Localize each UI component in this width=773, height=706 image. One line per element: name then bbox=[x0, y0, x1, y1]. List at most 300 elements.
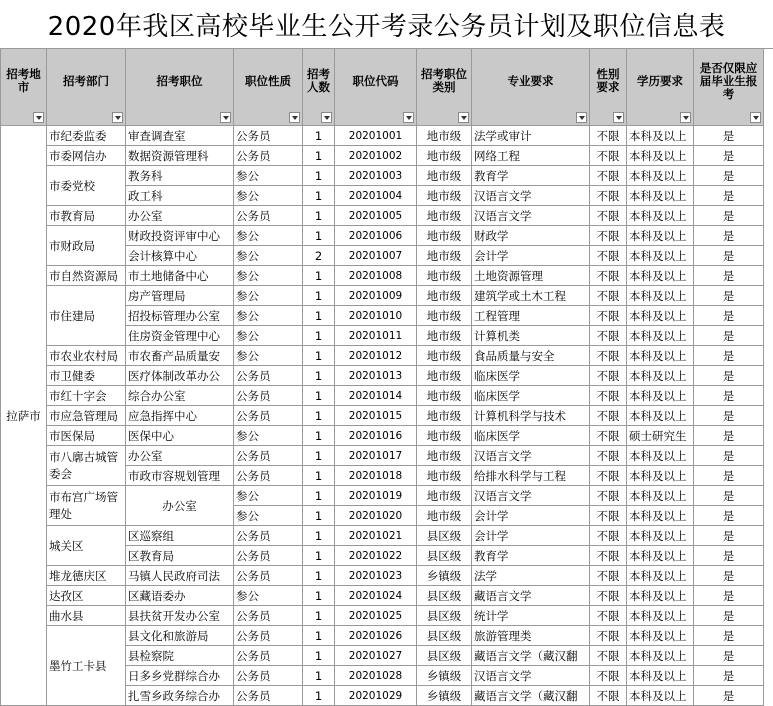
major-cell[interactable]: 教育学 bbox=[472, 166, 590, 186]
code-cell[interactable]: 20201005 bbox=[335, 206, 417, 226]
education-cell[interactable]: 本科及以上 bbox=[627, 546, 694, 566]
header-education-label: 学历要求 bbox=[637, 73, 683, 88]
nature-cell[interactable]: 参公 bbox=[234, 486, 303, 506]
fresh-cell[interactable]: 是 bbox=[694, 406, 764, 426]
code-cell[interactable]: 20201021 bbox=[335, 526, 417, 546]
gender-cell[interactable]: 不限 bbox=[590, 166, 627, 186]
nature-cell[interactable]: 公务员 bbox=[234, 466, 303, 486]
filter-dropdown-icon[interactable] bbox=[321, 112, 332, 123]
gender-cell[interactable]: 不限 bbox=[590, 686, 627, 706]
code-cell[interactable]: 20201023 bbox=[335, 566, 417, 586]
category-cell[interactable]: 县区级 bbox=[417, 606, 472, 626]
code-cell[interactable]: 20201012 bbox=[335, 346, 417, 366]
count-cell[interactable]: 1 bbox=[303, 666, 335, 686]
code-cell[interactable]: 20201014 bbox=[335, 386, 417, 406]
fresh-cell[interactable]: 是 bbox=[694, 186, 764, 206]
nature-cell[interactable]: 公务员 bbox=[234, 666, 303, 686]
major-cell[interactable]: 汉语言文学 bbox=[472, 206, 590, 226]
category-cell[interactable]: 乡镇级 bbox=[417, 686, 472, 706]
gender-cell[interactable]: 不限 bbox=[590, 326, 627, 346]
category-cell[interactable]: 地市级 bbox=[417, 206, 472, 226]
fresh-cell[interactable]: 是 bbox=[694, 386, 764, 406]
category-cell[interactable]: 地市级 bbox=[417, 426, 472, 446]
count-cell[interactable]: 1 bbox=[303, 146, 335, 166]
major-cell[interactable]: 旅游管理类 bbox=[472, 626, 590, 646]
fresh-cell[interactable]: 是 bbox=[694, 666, 764, 686]
gender-cell[interactable]: 不限 bbox=[590, 186, 627, 206]
gender-cell[interactable]: 不限 bbox=[590, 306, 627, 326]
position-cell[interactable]: 医疗体制改革办公 bbox=[126, 366, 234, 386]
count-cell[interactable]: 1 bbox=[303, 186, 335, 206]
position-cell[interactable]: 综合办公室 bbox=[126, 386, 234, 406]
nature-cell[interactable]: 公务员 bbox=[234, 686, 303, 706]
filter-dropdown-icon[interactable] bbox=[680, 112, 691, 123]
fresh-cell[interactable]: 是 bbox=[694, 226, 764, 246]
gender-cell[interactable]: 不限 bbox=[590, 506, 627, 526]
code-cell[interactable]: 20201003 bbox=[335, 166, 417, 186]
category-cell[interactable]: 地市级 bbox=[417, 466, 472, 486]
major-cell[interactable]: 临床医学 bbox=[472, 366, 590, 386]
category-cell[interactable]: 地市级 bbox=[417, 146, 472, 166]
position-cell[interactable]: 会计核算中心 bbox=[126, 246, 234, 266]
count-cell[interactable]: 1 bbox=[303, 646, 335, 666]
position-cell[interactable]: 县文化和旅游局 bbox=[126, 626, 234, 646]
category-cell[interactable]: 地市级 bbox=[417, 186, 472, 206]
education-cell[interactable]: 本科及以上 bbox=[627, 286, 694, 306]
position-cell[interactable]: 医保中心 bbox=[126, 426, 234, 446]
fresh-cell[interactable]: 是 bbox=[694, 346, 764, 366]
count-cell[interactable]: 1 bbox=[303, 586, 335, 606]
major-cell[interactable]: 网络工程 bbox=[472, 146, 590, 166]
code-cell[interactable]: 20201006 bbox=[335, 226, 417, 246]
position-cell[interactable]: 市政市容规划管理 bbox=[126, 466, 234, 486]
nature-cell[interactable]: 参公 bbox=[234, 246, 303, 266]
code-cell[interactable]: 20201002 bbox=[335, 146, 417, 166]
count-cell[interactable]: 1 bbox=[303, 126, 335, 146]
count-cell[interactable]: 1 bbox=[303, 166, 335, 186]
nature-cell[interactable]: 公务员 bbox=[234, 146, 303, 166]
position-cell[interactable]: 县扶贫开发办公室 bbox=[126, 606, 234, 626]
fresh-cell[interactable]: 是 bbox=[694, 606, 764, 626]
nature-cell[interactable]: 参公 bbox=[234, 586, 303, 606]
filter-dropdown-icon[interactable] bbox=[576, 112, 587, 123]
position-cell[interactable]: 办公室 bbox=[126, 206, 234, 226]
fresh-cell[interactable]: 是 bbox=[694, 426, 764, 446]
gender-cell[interactable]: 不限 bbox=[590, 586, 627, 606]
position-cell[interactable]: 教务科 bbox=[126, 166, 234, 186]
fresh-cell[interactable]: 是 bbox=[694, 506, 764, 526]
filter-dropdown-icon[interactable] bbox=[33, 112, 44, 123]
gender-cell[interactable]: 不限 bbox=[590, 366, 627, 386]
gender-cell[interactable]: 不限 bbox=[590, 126, 627, 146]
dept-cell[interactable]: 市医保局 bbox=[47, 426, 126, 446]
category-cell[interactable]: 地市级 bbox=[417, 506, 472, 526]
gender-cell[interactable]: 不限 bbox=[590, 666, 627, 686]
major-cell[interactable]: 法学或审计 bbox=[472, 126, 590, 146]
gender-cell[interactable]: 不限 bbox=[590, 386, 627, 406]
category-cell[interactable]: 地市级 bbox=[417, 286, 472, 306]
major-cell[interactable]: 藏语言文学（藏汉翻 bbox=[472, 646, 590, 666]
fresh-cell[interactable]: 是 bbox=[694, 686, 764, 706]
education-cell[interactable]: 本科及以上 bbox=[627, 666, 694, 686]
major-cell[interactable]: 给排水科学与工程 bbox=[472, 466, 590, 486]
gender-cell[interactable]: 不限 bbox=[590, 226, 627, 246]
nature-cell[interactable]: 公务员 bbox=[234, 626, 303, 646]
dept-cell[interactable]: 市教育局 bbox=[47, 206, 126, 226]
code-cell[interactable]: 20201011 bbox=[335, 326, 417, 346]
count-cell[interactable]: 1 bbox=[303, 306, 335, 326]
nature-cell[interactable]: 参公 bbox=[234, 426, 303, 446]
major-cell[interactable]: 藏语言文学（藏汉翻 bbox=[472, 686, 590, 706]
gender-cell[interactable]: 不限 bbox=[590, 246, 627, 266]
count-cell[interactable]: 1 bbox=[303, 526, 335, 546]
count-cell[interactable]: 1 bbox=[303, 406, 335, 426]
position-cell[interactable]: 房产管理局 bbox=[126, 286, 234, 306]
gender-cell[interactable]: 不限 bbox=[590, 606, 627, 626]
fresh-cell[interactable]: 是 bbox=[694, 306, 764, 326]
count-cell[interactable]: 1 bbox=[303, 606, 335, 626]
major-cell[interactable]: 教育学 bbox=[472, 546, 590, 566]
nature-cell[interactable]: 参公 bbox=[234, 346, 303, 366]
sheet-title: 2020年我区高校毕业生公开考录公务员计划及职位信息表 bbox=[0, 0, 773, 49]
dept-cell[interactable]: 市住建局 bbox=[47, 286, 126, 346]
nature-cell[interactable]: 公务员 bbox=[234, 446, 303, 466]
count-cell[interactable]: 1 bbox=[303, 466, 335, 486]
filter-dropdown-icon[interactable] bbox=[613, 112, 624, 123]
category-cell[interactable]: 地市级 bbox=[417, 346, 472, 366]
dept-cell[interactable]: 市委党校 bbox=[47, 166, 126, 206]
position-cell[interactable]: 办公室 bbox=[126, 446, 234, 466]
dept-cell[interactable]: 堆龙德庆区 bbox=[47, 566, 126, 586]
major-cell[interactable]: 藏语言文学 bbox=[472, 586, 590, 606]
category-cell[interactable]: 县区级 bbox=[417, 526, 472, 546]
category-cell[interactable]: 县区级 bbox=[417, 586, 472, 606]
education-cell[interactable]: 本科及以上 bbox=[627, 126, 694, 146]
count-cell[interactable]: 1 bbox=[303, 626, 335, 646]
code-cell[interactable]: 20201013 bbox=[335, 366, 417, 386]
position-cell[interactable]: 扎雪乡政务综合办 bbox=[126, 686, 234, 706]
count-cell[interactable]: 2 bbox=[303, 246, 335, 266]
category-cell[interactable]: 地市级 bbox=[417, 366, 472, 386]
major-cell[interactable]: 会计学 bbox=[472, 246, 590, 266]
education-cell[interactable]: 本科及以上 bbox=[627, 486, 694, 506]
fresh-cell[interactable]: 是 bbox=[694, 446, 764, 466]
dept-cell[interactable]: 市纪委监委 bbox=[47, 126, 126, 146]
code-cell[interactable]: 20201024 bbox=[335, 586, 417, 606]
fresh-cell[interactable]: 是 bbox=[694, 566, 764, 586]
dept-cell[interactable]: 市财政局 bbox=[47, 226, 126, 266]
major-cell[interactable]: 会计学 bbox=[472, 526, 590, 546]
gender-cell[interactable]: 不限 bbox=[590, 566, 627, 586]
dept-cell[interactable]: 城关区 bbox=[47, 526, 126, 566]
count-cell[interactable]: 1 bbox=[303, 346, 335, 366]
gender-cell[interactable]: 不限 bbox=[590, 206, 627, 226]
education-cell[interactable]: 本科及以上 bbox=[627, 326, 694, 346]
category-cell[interactable]: 地市级 bbox=[417, 486, 472, 506]
dept-cell[interactable]: 市应急管理局 bbox=[47, 406, 126, 426]
nature-cell[interactable]: 公务员 bbox=[234, 546, 303, 566]
filter-dropdown-icon[interactable] bbox=[220, 112, 231, 123]
category-cell[interactable]: 地市级 bbox=[417, 226, 472, 246]
position-cell[interactable]: 办公室 bbox=[126, 486, 234, 526]
major-cell[interactable]: 土地资源管理 bbox=[472, 266, 590, 286]
position-cell[interactable]: 招投标管理办公室 bbox=[126, 306, 234, 326]
major-cell[interactable]: 建筑学或土木工程 bbox=[472, 286, 590, 306]
filter-dropdown-icon[interactable] bbox=[112, 112, 123, 123]
education-cell[interactable]: 本科及以上 bbox=[627, 646, 694, 666]
gender-cell[interactable]: 不限 bbox=[590, 546, 627, 566]
gender-cell[interactable]: 不限 bbox=[590, 446, 627, 466]
category-cell[interactable]: 地市级 bbox=[417, 126, 472, 146]
code-cell[interactable]: 20201009 bbox=[335, 286, 417, 306]
count-cell[interactable]: 1 bbox=[303, 326, 335, 346]
dept-cell[interactable]: 市布宫广场管理处 bbox=[47, 486, 126, 526]
major-cell[interactable]: 汉语言文学 bbox=[472, 666, 590, 686]
table-row bbox=[1, 126, 764, 146]
nature-cell[interactable]: 公务员 bbox=[234, 406, 303, 426]
position-cell[interactable]: 区教育局 bbox=[126, 546, 234, 566]
position-cell[interactable]: 马镇人民政府司法 bbox=[126, 566, 234, 586]
count-cell[interactable]: 1 bbox=[303, 226, 335, 246]
category-cell[interactable]: 地市级 bbox=[417, 386, 472, 406]
nature-cell[interactable]: 公务员 bbox=[234, 606, 303, 626]
nature-cell[interactable]: 参公 bbox=[234, 266, 303, 286]
gender-cell[interactable]: 不限 bbox=[590, 346, 627, 366]
nature-cell[interactable]: 参公 bbox=[234, 186, 303, 206]
education-cell[interactable]: 本科及以上 bbox=[627, 626, 694, 646]
major-cell[interactable]: 法学 bbox=[472, 566, 590, 586]
count-cell[interactable]: 1 bbox=[303, 486, 335, 506]
major-cell[interactable]: 汉语言文学 bbox=[472, 486, 590, 506]
category-cell[interactable]: 地市级 bbox=[417, 326, 472, 346]
nature-cell[interactable]: 参公 bbox=[234, 326, 303, 346]
education-cell[interactable]: 本科及以上 bbox=[627, 266, 694, 286]
fresh-cell[interactable]: 是 bbox=[694, 646, 764, 666]
gender-cell[interactable]: 不限 bbox=[590, 646, 627, 666]
dept-cell[interactable]: 达孜区 bbox=[47, 586, 126, 606]
major-cell[interactable]: 计算机类 bbox=[472, 326, 590, 346]
education-cell[interactable]: 本科及以上 bbox=[627, 606, 694, 626]
header-education bbox=[627, 49, 694, 126]
nature-cell[interactable]: 公务员 bbox=[234, 386, 303, 406]
fresh-cell[interactable]: 是 bbox=[694, 146, 764, 166]
position-cell[interactable]: 区藏语委办 bbox=[126, 586, 234, 606]
nature-cell[interactable]: 参公 bbox=[234, 166, 303, 186]
education-cell[interactable]: 本科及以上 bbox=[627, 586, 694, 606]
position-cell[interactable]: 数据资源管理科 bbox=[126, 146, 234, 166]
code-cell[interactable]: 20201029 bbox=[335, 686, 417, 706]
fresh-cell[interactable]: 是 bbox=[694, 266, 764, 286]
count-cell[interactable]: 1 bbox=[303, 546, 335, 566]
fresh-cell[interactable]: 是 bbox=[694, 126, 764, 146]
education-cell[interactable]: 本科及以上 bbox=[627, 406, 694, 426]
category-cell[interactable]: 县区级 bbox=[417, 546, 472, 566]
major-cell[interactable]: 食品质量与安全 bbox=[472, 346, 590, 366]
dept-cell[interactable]: 市农业农村局 bbox=[47, 346, 126, 366]
major-cell[interactable]: 计算机科学与技术 bbox=[472, 406, 590, 426]
fresh-cell[interactable]: 是 bbox=[694, 486, 764, 506]
count-cell[interactable]: 1 bbox=[303, 206, 335, 226]
nature-cell[interactable]: 公务员 bbox=[234, 366, 303, 386]
code-cell[interactable]: 20201022 bbox=[335, 546, 417, 566]
gender-cell[interactable]: 不限 bbox=[590, 526, 627, 546]
major-cell[interactable]: 统计学 bbox=[472, 606, 590, 626]
position-cell[interactable]: 财政投资评审中心 bbox=[126, 226, 234, 246]
dept-cell[interactable]: 市八廓古城管委会 bbox=[47, 446, 126, 486]
education-cell[interactable]: 本科及以上 bbox=[627, 306, 694, 326]
code-cell[interactable]: 20201028 bbox=[335, 666, 417, 686]
dept-cell[interactable]: 市委网信办 bbox=[47, 146, 126, 166]
table-row bbox=[1, 226, 764, 246]
gender-cell[interactable]: 不限 bbox=[590, 266, 627, 286]
filter-dropdown-icon[interactable] bbox=[750, 112, 761, 123]
education-cell[interactable]: 硕士研究生 bbox=[627, 426, 694, 446]
education-cell[interactable]: 本科及以上 bbox=[627, 366, 694, 386]
fresh-cell[interactable]: 是 bbox=[694, 206, 764, 226]
header-code bbox=[335, 49, 417, 126]
fresh-cell[interactable]: 是 bbox=[694, 246, 764, 266]
nature-cell[interactable]: 参公 bbox=[234, 226, 303, 246]
gender-cell[interactable]: 不限 bbox=[590, 146, 627, 166]
education-cell[interactable]: 本科及以上 bbox=[627, 246, 694, 266]
major-cell[interactable]: 汉语言文学 bbox=[472, 446, 590, 466]
code-cell[interactable]: 20201019 bbox=[335, 486, 417, 506]
fresh-cell[interactable]: 是 bbox=[694, 626, 764, 646]
code-cell[interactable]: 20201001 bbox=[335, 126, 417, 146]
nature-cell[interactable]: 参公 bbox=[234, 306, 303, 326]
count-cell[interactable]: 1 bbox=[303, 386, 335, 406]
education-cell[interactable]: 本科及以上 bbox=[627, 346, 694, 366]
code-cell[interactable]: 20201007 bbox=[335, 246, 417, 266]
major-cell[interactable]: 工程管理 bbox=[472, 306, 590, 326]
code-cell[interactable]: 20201016 bbox=[335, 426, 417, 446]
gender-cell[interactable]: 不限 bbox=[590, 286, 627, 306]
count-cell[interactable]: 1 bbox=[303, 286, 335, 306]
count-cell[interactable]: 1 bbox=[303, 686, 335, 706]
count-cell[interactable]: 1 bbox=[303, 506, 335, 526]
code-cell[interactable]: 20201018 bbox=[335, 466, 417, 486]
category-cell[interactable]: 地市级 bbox=[417, 266, 472, 286]
table-row bbox=[1, 386, 764, 406]
major-cell[interactable]: 临床医学 bbox=[472, 426, 590, 446]
education-cell[interactable]: 本科及以上 bbox=[627, 686, 694, 706]
header-category bbox=[417, 49, 472, 126]
fresh-cell[interactable]: 是 bbox=[694, 526, 764, 546]
education-cell[interactable]: 本科及以上 bbox=[627, 386, 694, 406]
fresh-cell[interactable]: 是 bbox=[694, 366, 764, 386]
category-cell[interactable]: 地市级 bbox=[417, 446, 472, 466]
category-cell[interactable]: 地市级 bbox=[417, 246, 472, 266]
position-cell[interactable]: 日多乡党群综合办 bbox=[126, 666, 234, 686]
fresh-cell[interactable]: 是 bbox=[694, 326, 764, 346]
count-cell[interactable]: 1 bbox=[303, 266, 335, 286]
nature-cell[interactable]: 公务员 bbox=[234, 526, 303, 546]
gender-cell[interactable]: 不限 bbox=[590, 486, 627, 506]
header-gender bbox=[590, 49, 627, 126]
code-cell[interactable]: 20201025 bbox=[335, 606, 417, 626]
count-cell[interactable]: 1 bbox=[303, 426, 335, 446]
category-cell[interactable]: 地市级 bbox=[417, 166, 472, 186]
nature-cell[interactable]: 参公 bbox=[234, 506, 303, 526]
count-cell[interactable]: 1 bbox=[303, 566, 335, 586]
category-cell[interactable]: 乡镇级 bbox=[417, 566, 472, 586]
gender-cell[interactable]: 不限 bbox=[590, 626, 627, 646]
gender-cell[interactable]: 不限 bbox=[590, 466, 627, 486]
education-cell[interactable]: 本科及以上 bbox=[627, 566, 694, 586]
position-cell[interactable]: 市土地储备中心 bbox=[126, 266, 234, 286]
code-cell[interactable]: 20201004 bbox=[335, 186, 417, 206]
city-cell[interactable]: 拉萨市 bbox=[1, 126, 47, 706]
filter-dropdown-icon[interactable] bbox=[458, 112, 469, 123]
code-cell[interactable]: 20201017 bbox=[335, 446, 417, 466]
fresh-cell[interactable]: 是 bbox=[694, 546, 764, 566]
education-cell[interactable]: 本科及以上 bbox=[627, 446, 694, 466]
code-cell[interactable]: 20201010 bbox=[335, 306, 417, 326]
count-cell[interactable]: 1 bbox=[303, 446, 335, 466]
code-cell[interactable]: 20201027 bbox=[335, 646, 417, 666]
filter-dropdown-icon[interactable] bbox=[403, 112, 414, 123]
category-cell[interactable]: 县区级 bbox=[417, 646, 472, 666]
category-cell[interactable]: 县区级 bbox=[417, 626, 472, 646]
nature-cell[interactable]: 公务员 bbox=[234, 566, 303, 586]
education-cell[interactable]: 本科及以上 bbox=[627, 526, 694, 546]
position-cell[interactable]: 县检察院 bbox=[126, 646, 234, 666]
filter-dropdown-icon[interactable] bbox=[289, 112, 300, 123]
education-cell[interactable]: 本科及以上 bbox=[627, 186, 694, 206]
dept-cell[interactable]: 市红十字会 bbox=[47, 386, 126, 406]
major-cell[interactable]: 汉语言文学 bbox=[472, 186, 590, 206]
category-cell[interactable]: 地市级 bbox=[417, 306, 472, 326]
dept-cell[interactable]: 市卫健委 bbox=[47, 366, 126, 386]
position-cell[interactable]: 市农畜产品质量安 bbox=[126, 346, 234, 366]
education-cell[interactable]: 本科及以上 bbox=[627, 506, 694, 526]
major-cell[interactable]: 临床医学 bbox=[472, 386, 590, 406]
position-cell[interactable]: 区巡察组 bbox=[126, 526, 234, 546]
category-cell[interactable]: 地市级 bbox=[417, 406, 472, 426]
code-cell[interactable]: 20201020 bbox=[335, 506, 417, 526]
code-cell[interactable]: 20201008 bbox=[335, 266, 417, 286]
dept-cell[interactable]: 曲水县 bbox=[47, 606, 126, 626]
education-cell[interactable]: 本科及以上 bbox=[627, 166, 694, 186]
fresh-cell[interactable]: 是 bbox=[694, 466, 764, 486]
gender-cell[interactable]: 不限 bbox=[590, 406, 627, 426]
fresh-cell[interactable]: 是 bbox=[694, 166, 764, 186]
fresh-cell[interactable]: 是 bbox=[694, 286, 764, 306]
major-cell[interactable]: 会计学 bbox=[472, 506, 590, 526]
major-cell[interactable]: 财政学 bbox=[472, 226, 590, 246]
dept-cell[interactable]: 墨竹工卡县 bbox=[47, 626, 126, 706]
fresh-cell[interactable]: 是 bbox=[694, 586, 764, 606]
category-cell[interactable]: 乡镇级 bbox=[417, 666, 472, 686]
nature-cell[interactable]: 参公 bbox=[234, 286, 303, 306]
code-cell[interactable]: 20201015 bbox=[335, 406, 417, 426]
gender-cell[interactable]: 不限 bbox=[590, 426, 627, 446]
education-cell[interactable]: 本科及以上 bbox=[627, 206, 694, 226]
position-cell[interactable]: 应急指挥中心 bbox=[126, 406, 234, 426]
education-cell[interactable]: 本科及以上 bbox=[627, 466, 694, 486]
nature-cell[interactable]: 公务员 bbox=[234, 126, 303, 146]
position-cell[interactable]: 政工科 bbox=[126, 186, 234, 206]
education-cell[interactable]: 本科及以上 bbox=[627, 226, 694, 246]
nature-cell[interactable]: 公务员 bbox=[234, 206, 303, 226]
dept-cell[interactable]: 市自然资源局 bbox=[47, 266, 126, 286]
education-cell[interactable]: 本科及以上 bbox=[627, 146, 694, 166]
position-cell[interactable]: 住房资金管理中心 bbox=[126, 326, 234, 346]
nature-cell[interactable]: 公务员 bbox=[234, 646, 303, 666]
count-cell[interactable]: 1 bbox=[303, 366, 335, 386]
position-cell[interactable]: 审查调查室 bbox=[126, 126, 234, 146]
code-cell[interactable]: 20201026 bbox=[335, 626, 417, 646]
